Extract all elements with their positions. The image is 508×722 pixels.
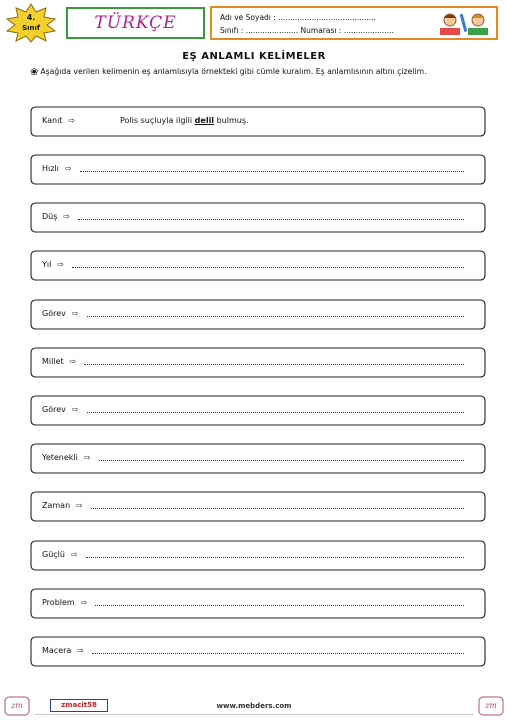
answer-line[interactable]: [80, 171, 464, 172]
exercise-row: [30, 636, 486, 667]
answer-line[interactable]: [99, 460, 464, 461]
footer-logo-left: zm: [4, 696, 30, 716]
row-frame: [30, 588, 486, 619]
exercise-row: [30, 443, 486, 474]
exercise-word: Güçlü: [42, 550, 65, 559]
children-reading-icon: [438, 10, 490, 38]
exercise-row: [30, 540, 486, 571]
example-word: Kanıt: [42, 116, 63, 125]
exercise-row: [30, 588, 486, 619]
row-frame: [30, 491, 486, 522]
row-frame: [30, 540, 486, 571]
author-code: zmacit58: [50, 699, 108, 712]
arrow-icon: ⇨: [76, 501, 83, 510]
answer-line[interactable]: [72, 267, 464, 268]
grade-label: Sınıf: [22, 24, 40, 32]
answer-line[interactable]: [86, 557, 464, 558]
exercise-row: [30, 491, 486, 522]
exercise-row: [30, 347, 486, 378]
example-synonym: delil: [194, 116, 215, 125]
name-field-label: Adı ve Soyadı : .........................................: [220, 13, 376, 22]
row-frame: [30, 299, 486, 330]
row-frame: [30, 443, 486, 474]
arrow-icon: ⇨: [63, 212, 71, 221]
arrow-icon: ⇨: [71, 405, 79, 414]
answer-line[interactable]: [87, 412, 464, 413]
footer-logo-right: zm: [478, 696, 504, 716]
exercise-word: Zaman: [42, 501, 71, 510]
exercise-word: Yetenekli: [42, 453, 78, 462]
exercise-row: [30, 154, 486, 185]
class-number-field-label: Sınıfı : ...................... Numarası : .....................: [220, 26, 394, 35]
exercise-word: Görev: [42, 309, 66, 318]
grade-number: 4.: [26, 13, 36, 22]
exercise-word: Hızlı: [42, 164, 59, 173]
answer-line[interactable]: [78, 219, 464, 220]
website-link[interactable]: www.mebders.com: [216, 702, 292, 710]
answer-line[interactable]: [84, 364, 464, 365]
arrow-icon: ⇨: [77, 646, 85, 655]
answer-line[interactable]: [91, 508, 464, 509]
answer-line[interactable]: [87, 316, 464, 317]
exercise-row: [30, 202, 486, 233]
row-frame: [30, 154, 486, 185]
row-frame: [30, 106, 486, 137]
arrow-icon: ⇨: [80, 598, 88, 607]
row-frame: [30, 250, 486, 281]
row-frame: [30, 395, 486, 426]
instruction-text: ❀ Aşağıda verilen kelimenin eş anlamlısıyla örnekteki gibi cümle kuralım. Eş anlamlısının altını çizelim.: [30, 67, 427, 78]
student-info-box: [210, 6, 498, 40]
grade-badge: [3, 3, 59, 43]
arrow-icon: ⇨: [64, 164, 72, 173]
subject-box: [66, 7, 205, 39]
exercise-word: Problem: [42, 598, 75, 607]
flower-icon: ❀: [30, 67, 39, 78]
exercise-row: [30, 299, 486, 330]
star-badge-icon: [3, 3, 59, 43]
arrow-icon: ⇨: [71, 309, 79, 318]
row-frame: [30, 636, 486, 667]
exercise-word: Görev: [42, 405, 66, 414]
arrow-icon: ⇨: [70, 550, 78, 559]
exercise-word: Düş: [42, 212, 58, 221]
exercise-row: [30, 395, 486, 426]
exercise-row: [30, 250, 486, 281]
row-frame: [30, 202, 486, 233]
exercise-word: Millet: [42, 357, 64, 366]
arrow-icon: ⇨: [57, 260, 65, 269]
arrow-icon: ⇨: [83, 453, 91, 462]
exercise-word: Macera: [42, 646, 72, 655]
row-frame: [30, 347, 486, 378]
footer: [4, 696, 504, 716]
arrow-icon: ⇨: [68, 116, 76, 125]
worksheet-title: EŞ ANLAMLI KELİMELER: [182, 51, 326, 62]
answer-line[interactable]: [95, 605, 464, 606]
footer-divider: [34, 714, 474, 715]
example-row: [30, 106, 486, 137]
arrow-icon: ⇨: [69, 357, 77, 366]
example-sentence: Polis suçluyla ilgili delil bulmuş.: [120, 116, 249, 125]
subject-title: TÜRKÇE: [94, 13, 177, 33]
answer-line[interactable]: [92, 653, 464, 654]
exercise-word: Yıl: [42, 260, 52, 269]
